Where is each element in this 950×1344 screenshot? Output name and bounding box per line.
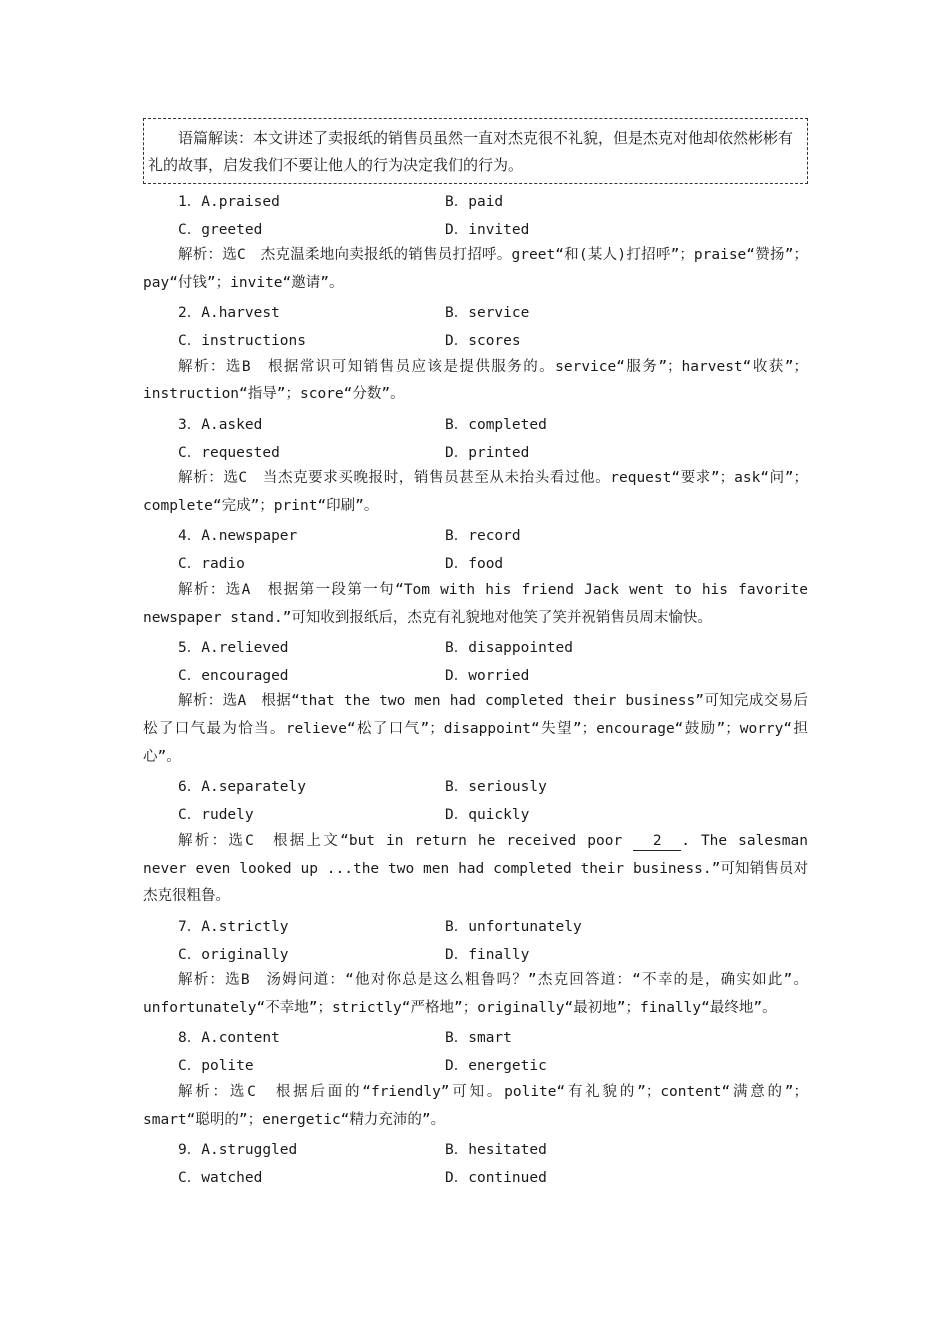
question-5-options-ab [143, 632, 808, 660]
question-6-options-cd [143, 800, 808, 828]
option-c: C．radio [178, 556, 245, 573]
option-b: B．record [445, 528, 521, 545]
question-4-options-cd [143, 549, 808, 577]
summary-text: 语篇解读：本文讲述了卖报纸的销售员虽然一直对杰克很不礼貌，但是杰克对他却依然彬彬有礼的故事，启发我们不要让他人的行为决定我们的行为。 [148, 129, 794, 174]
option-d: D．finally [445, 946, 530, 963]
question-9-options-ab [143, 1134, 808, 1162]
question-8-options-ab [143, 1023, 808, 1051]
question-5-explanation: 解析：选A 根据“that the two men had completed their business”可知完成交易后松了口气最为恰当。relieve“松了口气”；disappoint“失望”；encourage“鼓励”；worry“担心”。 [143, 693, 808, 765]
option-c: C．encouraged [178, 667, 289, 684]
option-b: B．paid [445, 193, 504, 210]
question-2-options-ab [143, 298, 808, 326]
option-d: D．continued [445, 1169, 547, 1186]
blank-number: 2 [633, 832, 681, 851]
question-7-options-ab [143, 911, 808, 939]
option-a: 3．A.asked [178, 416, 263, 433]
option-b: B．seriously [445, 779, 547, 796]
option-b: B．smart [445, 1030, 512, 1047]
question-8-options-cd [143, 1051, 808, 1079]
option-a: 5．A.relieved [178, 639, 289, 656]
question-5-options-cd [143, 660, 808, 688]
question-3-options-cd [143, 437, 808, 465]
explanation-text-post: . The salesman never even looked up ...the two men had completed their business.”可知销售员对杰克很粗鲁。 [143, 832, 808, 905]
option-d: D．energetic [445, 1058, 547, 1075]
option-d: D．scores [445, 333, 521, 350]
option-c: C．rudely [178, 807, 254, 824]
option-a: 9．A.struggled [178, 1141, 298, 1158]
option-a: 4．A.newspaper [178, 528, 298, 545]
question-8-explanation: 解析：选C 根据后面的“friendly”可知。polite“有礼貌的”；content“满意的”；smart“聪明的”；energetic“精力充沛的”。 [143, 1083, 808, 1128]
option-c: C．greeted [178, 221, 263, 238]
option-d: D．quickly [445, 807, 530, 824]
option-a: 2．A.harvest [178, 305, 280, 322]
option-a: 8．A.content [178, 1030, 280, 1047]
reading-summary-box [143, 118, 808, 184]
option-d: D．food [445, 556, 504, 573]
option-d: D．worried [445, 667, 530, 684]
option-c: C．instructions [178, 333, 306, 350]
question-6-options-ab [143, 772, 808, 800]
question-7-explanation: 解析：选B 汤姆问道：“他对你总是这么粗鲁吗？”杰克回答道：“不幸的是，确实如此”。unfortunately“不幸地”；strictly“严格地”；originally“最初地”；finally“最终地”。 [143, 972, 808, 1016]
question-2-options-cd [143, 326, 808, 354]
document-page [143, 118, 808, 1190]
question-1-options-ab [143, 186, 808, 214]
option-b: B．disappointed [445, 639, 573, 656]
question-9-options-cd [143, 1162, 808, 1190]
question-4-explanation: 解析：选A 根据第一段第一句“Tom with his friend Jack went to his favorite newspaper stand.”可知收到报纸后，杰克有礼貌地对他笑了笑并祝销售员周末愉快。 [143, 581, 808, 626]
option-b: B．hesitated [445, 1141, 547, 1158]
option-a: 6．A.separately [178, 779, 306, 796]
option-a: 7．A.strictly [178, 918, 289, 935]
option-d: D．invited [445, 221, 530, 238]
option-b: B．completed [445, 416, 547, 433]
question-3-options-ab [143, 409, 808, 437]
explanation-text-pre: 解析：选C 根据上文“but in return he received poor [178, 832, 634, 849]
option-c: C．watched [178, 1169, 263, 1186]
question-3-explanation: 解析：选C 当杰克要求买晚报时，销售员甚至从未抬头看过他。request“要求”；ask“问”；complete“完成”；print“印刷”。 [143, 470, 808, 514]
option-c: C．originally [178, 946, 289, 963]
option-b: B．service [445, 305, 530, 322]
option-a: 1．A.praised [178, 193, 280, 210]
option-c: C．polite [178, 1058, 254, 1075]
option-c: C．requested [178, 444, 280, 461]
question-4-options-ab [143, 521, 808, 549]
option-b: B．unfortunately [445, 918, 582, 935]
question-6-explanation [143, 828, 808, 911]
question-1-options-cd [143, 214, 808, 242]
question-2-explanation: 解析：选B 根据常识可知销售员应该是提供服务的。service“服务”；harvest“收获”；instruction“指导”；score“分数”。 [143, 358, 808, 403]
question-1-explanation: 解析：选C 杰克温柔地向卖报纸的销售员打招呼。greet“和(某人)打招呼”；praise“赞扬”；pay“付钱”；invite“邀请”。 [143, 247, 808, 291]
option-d: D．printed [445, 444, 530, 461]
question-7-options-cd [143, 939, 808, 967]
